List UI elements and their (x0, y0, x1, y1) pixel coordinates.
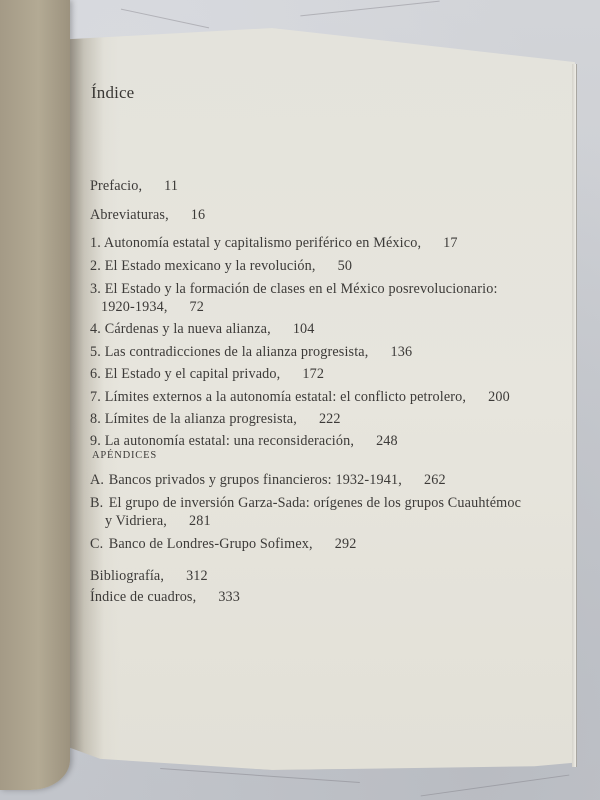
toc-chapter-2 (90, 257, 352, 275)
entry-label: Las contradicciones de la alianza progresista, (104, 344, 369, 360)
entry-page: 200 (488, 389, 510, 405)
page-stack-edge (572, 64, 577, 767)
entry-label: Prefacio, (90, 178, 143, 194)
toc-chapter-5 (90, 343, 412, 361)
entry-page: 17 (443, 235, 458, 251)
entry-label: El Estado y la formación de clases en el México posrevolucionario: (104, 281, 498, 297)
toc-appendix-a (90, 471, 446, 489)
facing-page-edge (0, 0, 70, 790)
entry-label: El Estado mexicano y la revolución, (104, 258, 316, 274)
entry-number: 9. (90, 433, 101, 449)
entry-label: Límites externos a la autonomía estatal: el conflicto petrolero, (104, 389, 467, 405)
entry-label: Índice de cuadros, (90, 589, 197, 605)
entry-page: 11 (164, 178, 179, 194)
toc-entry-indice-cuadros (90, 588, 240, 606)
entry-page: 281 (189, 513, 211, 529)
surface-crack (160, 768, 360, 783)
entry-page: 16 (190, 207, 206, 223)
toc-chapter-4 (90, 320, 315, 338)
entry-page: 312 (186, 568, 208, 584)
surface-crack (121, 9, 209, 29)
toc-entry-abreviaturas (90, 206, 205, 224)
entry-page: 292 (334, 536, 357, 552)
entry-label: Cárdenas y la nueva alianza, (104, 321, 271, 337)
entry-page: 136 (390, 344, 413, 360)
entry-label-continuation (90, 298, 498, 316)
toc-entry-prefacio (90, 177, 178, 195)
entry-label: El grupo de inversión Garza-Sada: orígenes de los grupos Cuauhtémoc (108, 495, 522, 511)
entry-number: 2. (90, 258, 101, 274)
toc-appendix-c (90, 535, 356, 553)
appendices-heading: APÉNDICES (92, 450, 157, 461)
entry-number: 4. (90, 321, 101, 337)
toc-chapter-9 (90, 432, 398, 450)
entry-page: 333 (218, 589, 241, 605)
entry-label: Bancos privados y grupos financieros: 1932-1941, (108, 472, 402, 488)
entry-label-continuation (90, 512, 521, 530)
surface-crack (421, 775, 570, 797)
toc-chapter-3 (90, 280, 498, 316)
toc-chapter-1 (90, 234, 458, 252)
entry-label-cont: y Vidriera, (105, 513, 167, 529)
toc-title: Índice (91, 83, 135, 102)
entry-label: Límites de la alianza progresista, (104, 411, 297, 427)
entry-number: 7. (90, 389, 101, 405)
toc-chapter-6 (90, 365, 324, 383)
entry-label: Autonomía estatal y capitalismo periférico en México, (103, 235, 422, 251)
entry-number: 5. (90, 344, 101, 360)
entry-label: Banco de Londres-Grupo Sofimex, (108, 536, 313, 552)
entry-page: 172 (302, 366, 325, 382)
surface-crack (300, 1, 439, 17)
toc-chapter-8 (90, 410, 341, 428)
entry-label-cont: 1920-1934, (101, 299, 168, 315)
entry-label: La autonomía estatal: una reconsideración, (104, 433, 355, 449)
entry-number: 6. (90, 366, 101, 382)
entry-label: Bibliografía, (90, 568, 165, 584)
toc-appendix-b (90, 494, 521, 530)
entry-page: 104 (292, 321, 315, 337)
entry-label: El Estado y el capital privado, (104, 366, 281, 382)
toc-entry-bibliografia (90, 567, 208, 585)
entry-number: 1. (90, 235, 101, 251)
entry-page: 262 (423, 472, 446, 488)
toc-chapter-7 (90, 388, 510, 406)
entry-number: 3. (90, 281, 101, 297)
entry-page: 50 (337, 258, 353, 274)
entry-page: 248 (376, 433, 398, 449)
entry-label: Abreviaturas, (90, 207, 169, 223)
entry-page: 72 (189, 299, 205, 315)
entry-page: 222 (318, 411, 341, 427)
entry-number: C. (90, 536, 104, 552)
entry-number: A. (90, 472, 105, 488)
entry-number: 8. (90, 411, 101, 427)
entry-number: B. (90, 495, 104, 511)
